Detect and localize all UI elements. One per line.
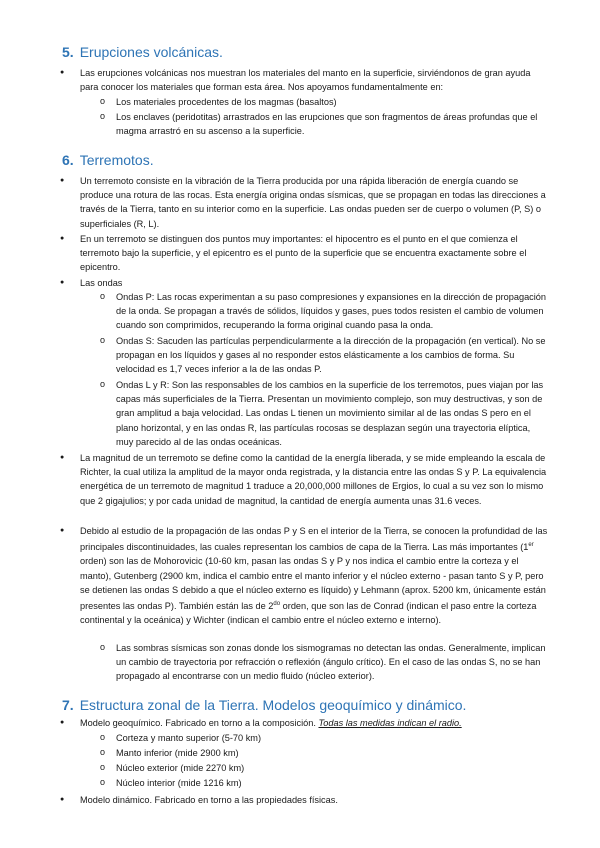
list-item: o Núcleo interior (mide 1216 km) [116, 776, 550, 790]
paragraph [80, 524, 550, 628]
paragraph: ● Modelo dinámico. Fabricado en torno a las propiedades físicas. [80, 793, 550, 807]
section-title: Erupciones volcánicas. [79, 44, 223, 60]
paragraph: ● Las erupciones volcánicas nos muestran los materiales del manto en la superficie, sirviéndonos de gran ayuda para conocer los materiales que forman esta área. Nos apoyamos fundamentalmente en: [80, 66, 550, 94]
section-number: 6. [62, 152, 74, 168]
text-run: orden, que son las de Conrad (indican el paso entre la corteza continental y la oceánica) y Wichter (indican el cambio entre el núcleo externo e interno). [80, 601, 537, 626]
section-title: Estructura zonal de la Tierra. Modelos geoquímico y dinámico. [79, 697, 467, 713]
section-number: 7. [62, 697, 74, 713]
text-run: Modelo geoquímico. Fabricado en torno a la composición. [80, 718, 319, 728]
list-item: o Manto inferior (mide 2900 km) [116, 746, 550, 760]
list-item: o Núcleo exterior (mide 2270 km) [116, 761, 550, 775]
list-item: o Las sombras sísmicas son zonas donde los sismogramas no detectan las ondas. Generalmente, implican un cambio de trayectoria por refracción o reflexión (ángulo crítico). En el caso de las ondas S, no se han propagado al encontrarse con un medio fluido (núcleo exterior). [116, 641, 550, 684]
text-run: Debido al estudio de la propagación de las ondas P y S en el interior de la Tierra, se conocen la profundidad de las principales discontinuidades, las cuales representan los cambios de capa de la Tierra. Las más importantes (1 [80, 526, 548, 553]
text-run: orden) son las de Mohorovicic (10-60 km, pasan las ondas S y P y nos indica el cambio entre la corteza y el manto), Gutenberg (2900 km, indica el cambio entre el manto inferior y el núcleo externo - pasan tanto S y P, pero se detienen las ondas S debido a que el núcleo externo es líquido) y Lehmann (aprox. 5200 km, únicamente están presentes las ondas P). También están las de 2 [80, 556, 546, 612]
section-5-heading [62, 44, 223, 60]
list-item: o Los enclaves (peridotitas) arrastrados en las erupciones que son fragmentos de áreas profundas que el magma arrastró en su ascenso a la superficie. [116, 110, 550, 138]
superscript: do [273, 601, 281, 608]
paragraph: ● Un terremoto consiste en la vibración de la Tierra producida por una rápida liberación de energía cuando se produce una rotura de las rocas. Esta energía origina ondas sísmicas, que se propagan en todas las direcciones a través de la Tierra, tanto en su interior como en la superficie. Las ondas pueden ser de cuerpo o volumen (P, S) o superficiales (R, L). [80, 174, 550, 231]
paragraph: ● La magnitud de un terremoto se define como la cantidad de la energía liberada, y se mide empleando la escala de Richter, la cual utiliza la amplitud de la mayor onda registrada, y la distancia entre las ondas S y P. La equivalencia energética de un terremoto de magnitud 1 traduce a 20,000,000 millones de Ergios, lo cual a su vez son lo mismo que 2 gigajulios; y por cada unidad de magnitud, la cantidad de energía aumenta unas 31.6 veces. [80, 451, 550, 508]
superscript: er [528, 542, 534, 549]
section-7-heading [62, 697, 466, 713]
list-item: o Ondas P: Las rocas experimentan a su paso compresiones y expansiones en la dirección de propagación de la onda. Se propagan a través de sólidos, líquidos y gases, pues todos resisten el cambio de volumen cuando son comprimidos, recuperando la forma original cuando pasa la onda. [116, 290, 550, 333]
section-title: Terremotos. [79, 152, 154, 168]
list-item: o Los materiales procedentes de los magmas (basaltos) [116, 95, 550, 109]
list-item: o Ondas L y R: Son las responsables de los cambios en la superficie de los terremotos, pues viajan por las capas más superficiales de la Tierra. Presentan un movimiento complejo, son muy destructivas, y son de gran amplitud a baja velocidad. Las ondas L tienen un movimiento similar al de las ondas S pero en el plano horizontal, y en las ondas R, las partículas rocosas se desplazan según una trayectoria elíptica, muy parecido al de las ondas oceánicas. [116, 378, 550, 449]
italic-note: Todas las medidas indican el radio. [318, 718, 462, 728]
paragraph: ● En un terremoto se distinguen dos puntos muy importantes: el hipocentro es el punto en el que comienza el terremoto bajo la superficie, y el epicentro es el punto de la superficie que se encuentra exactamente sobre el epicentro. [80, 232, 550, 275]
paragraph: ● Las ondas [80, 276, 550, 290]
section-number: 5. [62, 44, 74, 60]
section-6-heading [62, 152, 154, 168]
list-item: o Corteza y manto superior (5-70 km) [116, 731, 550, 745]
list-item: o Ondas S: Sacuden las partículas perpendicularmente a la dirección de la propagación (en vertical). No se propagan en los líquidos y gases al no responder estos elásticamente a los cambios de forma. Su velocidad es 1,7 veces inferior a la de las ondas P. [116, 334, 550, 377]
paragraph [80, 716, 550, 730]
